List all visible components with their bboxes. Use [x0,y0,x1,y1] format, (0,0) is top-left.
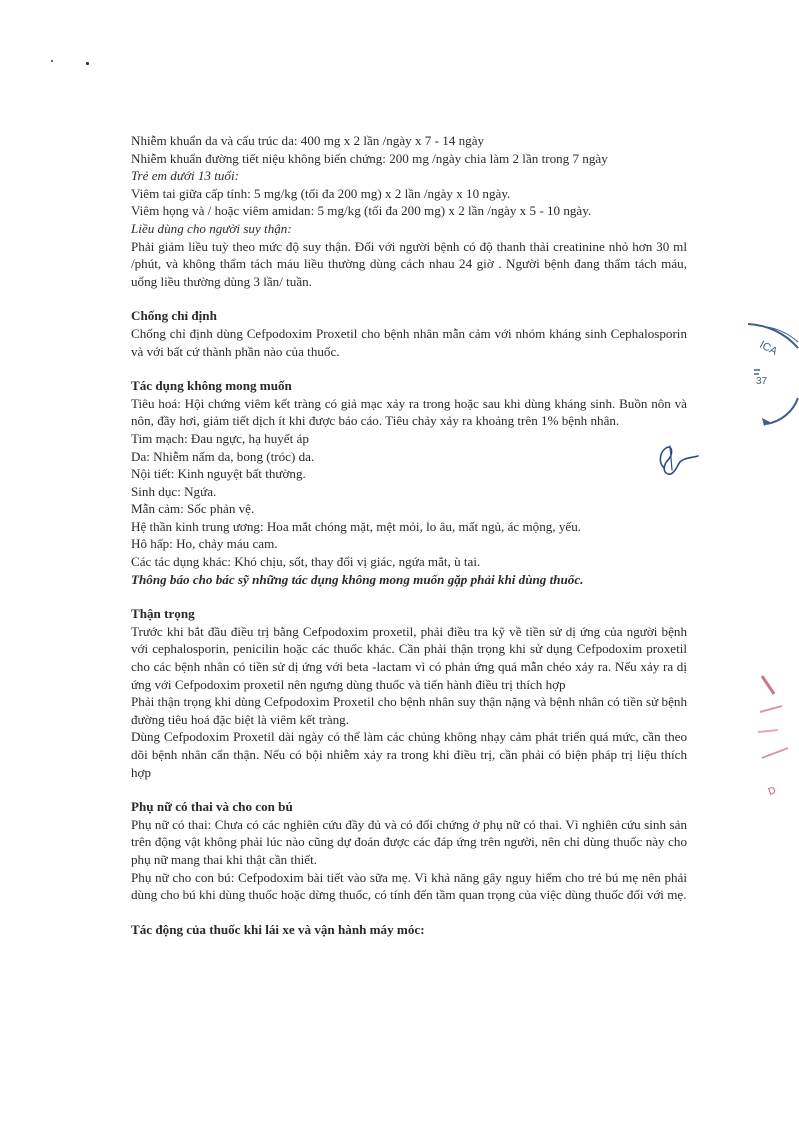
side-effect-reproductive: Sinh dục: Ngứa. [131,483,217,499]
pregnancy-heading: Phụ nữ có thai và cho con bú [131,799,293,815]
dosage-renal-text: Phải giảm liều tuỳ theo mức độ suy thận. Đối với người bệnh có độ thanh thải creatinine nhỏ hơn 30 ml /phút, và không thẩm tách máu liều thường dùng cách nhau 24 giờ . Người bệnh đang thẩm tách máu, uống liều thường dùng 3 lần/ tuần. [131,238,687,289]
handwritten-signature [650,440,704,480]
driving-heading: Tác động của thuốc khi lái xe và vận hành máy móc: [131,921,425,937]
side-effect-other: Các tác dụng khác: Khó chịu, sốt, thay đổi vị giác, ngứa mắt, ù tai. [131,554,481,570]
side-effect-digestive: Tiêu hoá: Hội chứng viêm kết tràng có giả mạc xảy ra trong hoặc sau khi dùng kháng sinh. Buồn nôn và nôn, đầy hơi, giảm tiết dịch ít khi được báo cáo. Tiêu chảy xảy ra khoảng trên 1% bệnh nhân. [131,395,687,429]
dosage-line-skin: Nhiễm khuẩn da và cấu trúc da: 400 mg x 2 lần /ngày x 7 - 14 ngày [131,133,485,148]
stamp-text-mid: 37 [756,376,768,387]
side-effect-nervous: Hệ thần kinh trung ương: Hoa mắt chóng mặt, mệt mỏi, lo âu, mất ngủ, ác mộng, yếu. [131,518,582,534]
official-stamp [740,318,799,443]
document-body [131,132,687,938]
side-effects-heading: Tác dụng không mong muốn [131,378,292,394]
contraindication-heading: Chống chỉ định [131,308,217,324]
precautions-paragraph-2: Phải thận trọng khi dùng Cefpodoxim Proxetil cho bệnh nhân suy thận nặng và bệnh nhân có tiền sử bệnh đường tiêu hoá đặc biệt là viêm kết tràng. [131,694,687,727]
dosage-renal-heading: Liều dùng cho người suy thận: [131,220,292,236]
dosage-line-otitis: Viêm tai giữa cấp tính: 5 mg/kg (tối đa 200 mg) x 2 lần /ngày x 10 ngày. [131,185,511,201]
side-effect-respiratory: Hô hấp: Ho, chảy máu cam. [131,536,278,552]
dosage-children-heading: Trẻ em dưới 13 tuổi: [131,168,239,184]
contraindication-text: Chống chỉ định dùng Cefpodoxim Proxetil cho bệnh nhân mẫn cảm với nhóm kháng sinh Cephalosporin và với bất cứ thành phần nào của thuốc. [131,325,687,359]
precautions-heading: Thận trọng [131,606,195,622]
scan-speck [86,62,89,65]
stamp-lower-arc [766,398,798,424]
dosage-line-urinary: Nhiễm khuẩn đường tiết niệu không biến chứng: 200 mg /ngày chia làm 2 lần trong 7 ngày [131,150,608,166]
side-effect-notice: Thông báo cho bác sỹ những tác dụng không mong muốn gặp phải khi dùng thuốc. [131,571,584,587]
dosage-line-pharyngitis: Viêm họng và / hoặc viêm amidan: 5 mg/kg (tối đa 200 mg) x 2 lần /ngày x 5 - 10 ngày. [131,203,592,219]
scan-speck [51,60,53,62]
side-effect-endocrine: Nội tiết: Kinh nguyệt bất thường. [131,466,306,482]
red-stamp-mark [752,672,799,812]
side-effect-skin: Da: Nhiễm nấm da, bong (tróc) da. [131,448,315,464]
side-effect-allergy: Mẫn cảm: Sốc phản vệ. [131,501,255,517]
stamp-text-top: ICA [757,338,780,358]
red-stamp-text: D [766,785,778,798]
precautions-paragraph-3: Dùng Cefpodoxim Proxetil dài ngày có thể làm các chủng không nhạy cảm phát triển quá mức, cần theo dõi bệnh nhân cẩn thận. Nếu có bội nhiễm xảy ra trong khi điều trị, cần phải có biện pháp trị liệu thích hợp [131,729,687,780]
precautions-paragraph-1: Trước khi bắt đầu điều trị bằng Cefpodoxim proxetil, phải điều tra kỹ về tiền sử dị ứng của người bệnh với cephalosporin, penicilin hoặc các thuốc khác. Cần phải thận trọng khi sử dụng Cefpodoxim proxetil cho các bệnh nhân có tiền sử dị ứng với beta -lactam vì có phản ứng quá mẫn chéo xảy ra. Nếu xảy ra dị ứng với Cefpodoxim proxetil nên ngưng dùng thuốc và tiến hành điều trị thích hợp [131,623,687,692]
pregnancy-paragraph-2: Phụ nữ cho con bú: Cefpodoxim bài tiết vào sữa mẹ. Vì khả năng gây nguy hiểm cho trẻ bú mẹ nên phải dùng cho bú khi dùng thuốc hoặc dừng thuốc, có tính đến tầm quan trọng của việc dùng thuốc đối với mẹ. [131,869,687,903]
side-effect-cardio: Tim mạch: Đau ngực, hạ huyết áp [131,430,309,446]
pregnancy-paragraph-1: Phụ nữ có thai: Chưa có các nghiên cứu đầy đủ và có đối chứng ở phụ nữ có thai. Vì nghiên cứu sinh sản trên động vật không phải lúc nào cũng dự đoán được các đáp ứng trên người, nên chỉ dùng thuốc này cho phụ nữ mang thai khi thật cần thiết. [131,816,687,867]
